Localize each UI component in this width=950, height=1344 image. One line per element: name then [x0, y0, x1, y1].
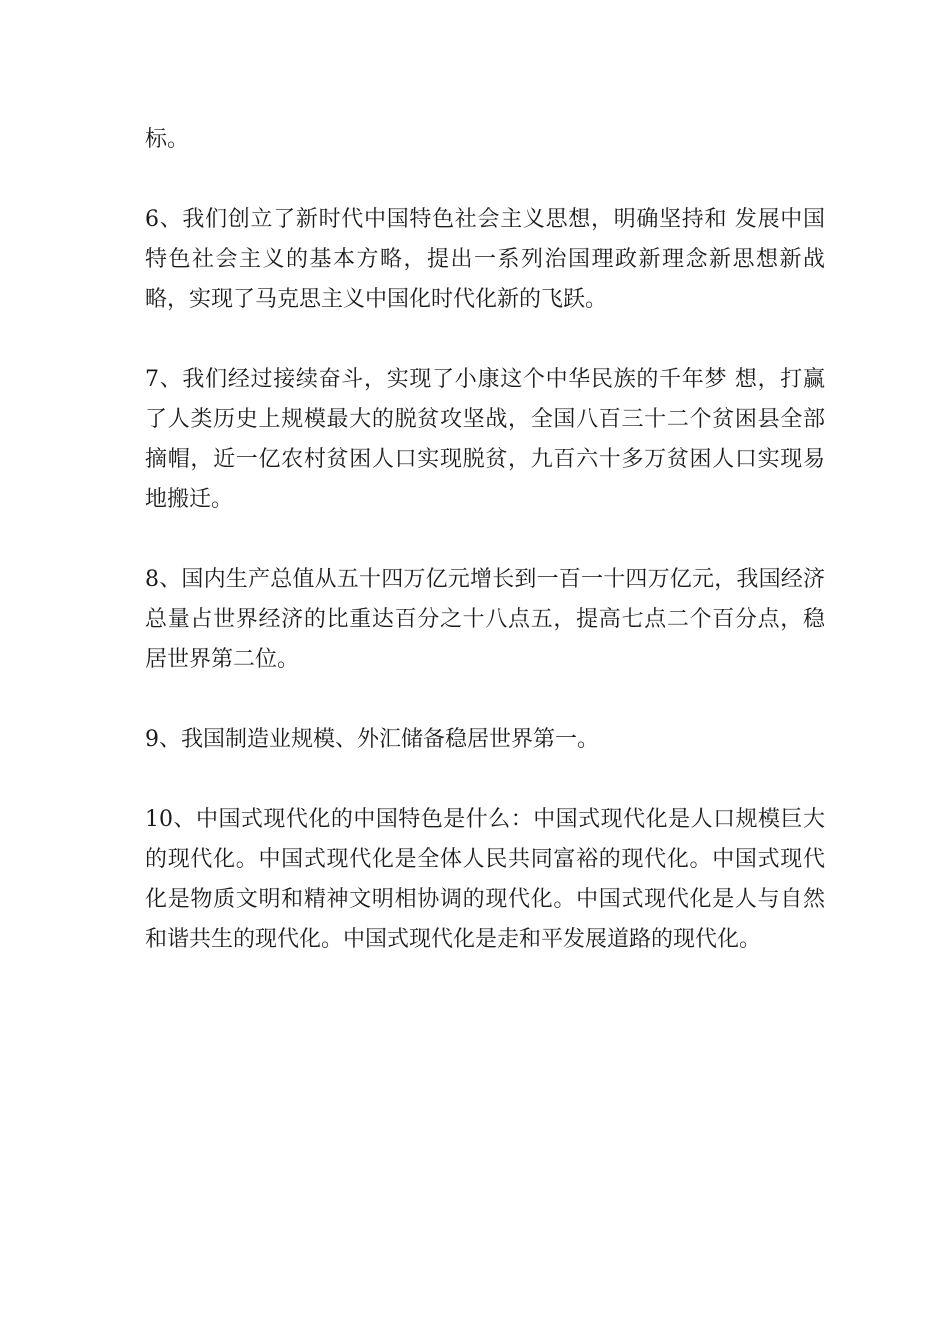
paragraph-item-6: 6、我们创立了新时代中国特色社会主义思想，明确坚持和 发展中国特色社会主义的基本方略，提出一系列治国理政新理念新思想新战略，实现了马克思主义中国化时代化新的飞跃。 [145, 207, 825, 312]
document-body [145, 120, 825, 1000]
paragraph-item-9: 9、我国制造业规模、外汇储备稳居世界第一。 [145, 727, 599, 752]
paragraph-continuation: 标。 [145, 127, 190, 152]
paragraph-item-7: 7、我们经过接续奋斗，实现了小康这个中华民族的千年梦 想，打赢了人类历史上规模最大的脱贫攻坚战，全国八百三十二个贫困县全部摘帽，近一亿农村贫困人口实现脱贫，九百六十多万贫困人口实现易地搬迁。 [145, 367, 825, 512]
paragraph-item-10: 10、中国式现代化的中国特色是什么：中国式现代化是人口规模巨大的现代化。中国式现代化是全体人民共同富裕的现代化。中国式现代化是物质文明和精神文明相协调的现代化。中国式现代化是人与自然和谐共生的现代化。中国式现代化是走和平发展道路的现代化。 [145, 807, 825, 952]
paragraph-item-8: 8、国内生产总值从五十四万亿元增长到一百一十四万亿元，我国经济总量占世界经济的比重达百分之十八点五，提高七点二个百分点，稳居世界第二位。 [145, 567, 825, 672]
